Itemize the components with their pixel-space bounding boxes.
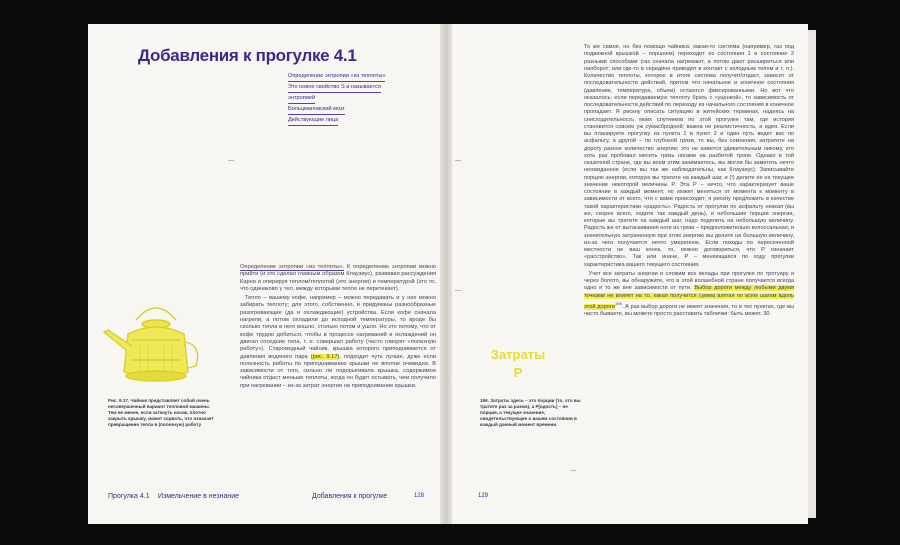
zatraty-label: Затраты [490, 347, 546, 362]
toc-item[interactable]: Больцмановский мозг [288, 106, 345, 115]
register-mark [570, 470, 576, 471]
paragraph-text: Учет все затраты энергии и сложим все вклады при прогулке по тротуару и через болото, вы обнаружите, что в этой волшебной стране получается всегда одно и то же вне зависимости от пути. [584, 270, 795, 292]
paragraph [240, 295, 436, 390]
register-mark [455, 160, 461, 161]
page-edges [808, 30, 816, 518]
register-mark [455, 290, 461, 291]
paragraph-text: . А раз выбор дороги не имеет значения, то в тех пунктах, где вы часто бываете, вы можете просто расставить таблички: быть может, 30 [584, 303, 794, 317]
toc-item[interactable]: Определение энтропии «из теплоты» [288, 73, 385, 82]
kettle-illustration [96, 290, 216, 390]
paragraph-text: К определению энтропии можно прийти (и это сделал главным образом Клаузиус), развивая рассуждения Карно и оперируя теплом/теплотой (это энергия) и температурой (это то, что одинаково у тел, между которыми тепло не перетекает). [240, 264, 437, 292]
zatraty-symbol: P [513, 365, 523, 380]
toc-item[interactable]: Это новое свойство S и называется [288, 84, 381, 93]
toc-item[interactable]: Действующие лица [288, 117, 338, 126]
page-number-right: 129 [478, 493, 489, 499]
register-mark [228, 160, 234, 161]
left-body-text [240, 264, 436, 392]
footer-chapter: Измельчение в незнание [158, 493, 240, 500]
figure-caption: Рис. 9.17. Чайник представляет собой очень несовершенный вариант тепловой машины. Тем не менее, если заткнуть носик, плотно закрыть крышку, может сорвать, что означает превращение тепла в (полезную) работу [108, 398, 214, 427]
footer-walk: Прогулка 4.1 [108, 493, 150, 500]
book-gutter [440, 24, 452, 524]
page-number-left: 128 [414, 493, 425, 499]
right-body-text [584, 44, 794, 320]
footer-section: Добавления к прогулке [312, 493, 388, 500]
paragraph-text: , подходит чуть лучше, дуже если полезность работы по приподниманию крышки не вполне очевидна. В зависимости от того, сильно ли подпрыгивала крышка, содержимое чайника отдаст меньше теплоты, когда он будет остывать, чем получило при нагревании – из-за затрат энергии на приподнимание крышки. [240, 353, 436, 389]
page-title: Добавления к прогулке 4.1 [138, 46, 357, 65]
paragraph-text: Тепло – вашему кофе, например – можно передавать и у них можно забирать теплоту; для этого, собственно, и придуманы разнообразные разогревающие (да и охлаждающие) устройства. Если кофе сначала нагрели, а потом охладили до исходной температуры, то вроде бы сколько тепла в него вошло, столько потом и ушло. Но это потому, что от кофе трудно добиться, чтобы в процессе нагреваний и охлаждений он двигал соседние тела, т. е. совершал работу (часто говорят «полезную работу»). Старомодный чайник, крышка которого приподнимается от давления водяного пара [240, 295, 436, 360]
margin-heading [488, 346, 548, 382]
paragraph [240, 264, 436, 293]
highlighted-text: Выбор дороги между любыми двумя точками не влияет на то, какая получится сумма взятая по всем шагам вдоль этой дороги [584, 285, 794, 310]
side-note: 196. Затраты здесь – это порции (то, что вы тратите раз за разом), а P[адость] – не порция, а текущее значение, свидетельствующее о вашем состоянии в каждый данный момент времени. [480, 398, 581, 427]
toc-list [288, 73, 418, 128]
footnote-mark[interactable]: 196 [615, 300, 622, 306]
figure-ref[interactable]: (рис. 9.17) [310, 353, 340, 360]
paragraph: То же самое, но без помощи чайника: какая-то система (например, газ под подвижной крышкой – поршнем) переходит из состояния 1 в состояние 2 разными способами (газ сначала нагревают, а потом дают расшириться или наоборот; или где-то в середине приводят в контакт с холодным телом и т. п.). Количество теплоты, которое в итоге система получит/отдаст, зависит от последовательности действий, притом что начальное и конечное состояния (давление, температура, объем) остаются фиксированными. Но вот что оказалось: если передаваемую теплоту брать с «уценкой», то зависимость от последовательности действий по переходу из начального состояния в конечное пропадает. Я рискну описать ситуацию в житейских терминах, надеясь на снисходительность моих спутников по этой прогулке там, где история становится совсем уж сумасбродной; важна не реалистичность, а идея. Если вы планируете прогулку из пункта 1 в пункт 2 и один путь ведет вас по асфальту, а другой – по глубокой грязи, то вы, без сомнения, затратите на дорогу разное количество энергии; это не кажется удивительным никому, кто хоть раз пробовал месить грязь ногами на разбитой тропе. Однако в той сказочной стране, где вы всем этим занимаетесь, вы могли бы заметить нечто неожиданное (если вы так же наблюдательны, как Клаузиус). Записывайте порцию энергии, которую вы тратите на каждый шаг, и (!) делите ее на текущее значение некоторой величины P. Эта P – нечто, что характеризует ваше состояние в каждый момент, но может меняться от момента к моменту в зависимости от всего, что с вами происходит; я рискну предложить в качестве такой характеристики «радость». Радость от прогулки по асфальту низкая (вы же, скорее всего, ходите так каждый день), и небольшие порции энергии, которые вы тратите на каждый шаг, надо поделить на небольшую величину. Радость же от вытаскивания ноги из грязи – предположительно колоссальная, и значительную затраченную при этом энергию вы делите на большую величину, из-за чего получается нечто умеренное. Если походы по пересеченной местности не ваш конек, то, можно договориться, что P означает «расстройство». Так или иначе, P – меняющаяся по ходу прогулки характеристика вашего текущего состояния. [584, 44, 794, 268]
section-link[interactable]: Определение энтропии «из теплоты». [240, 264, 345, 270]
toc-item[interactable]: энтропией [288, 95, 315, 104]
paragraph [584, 271, 794, 318]
